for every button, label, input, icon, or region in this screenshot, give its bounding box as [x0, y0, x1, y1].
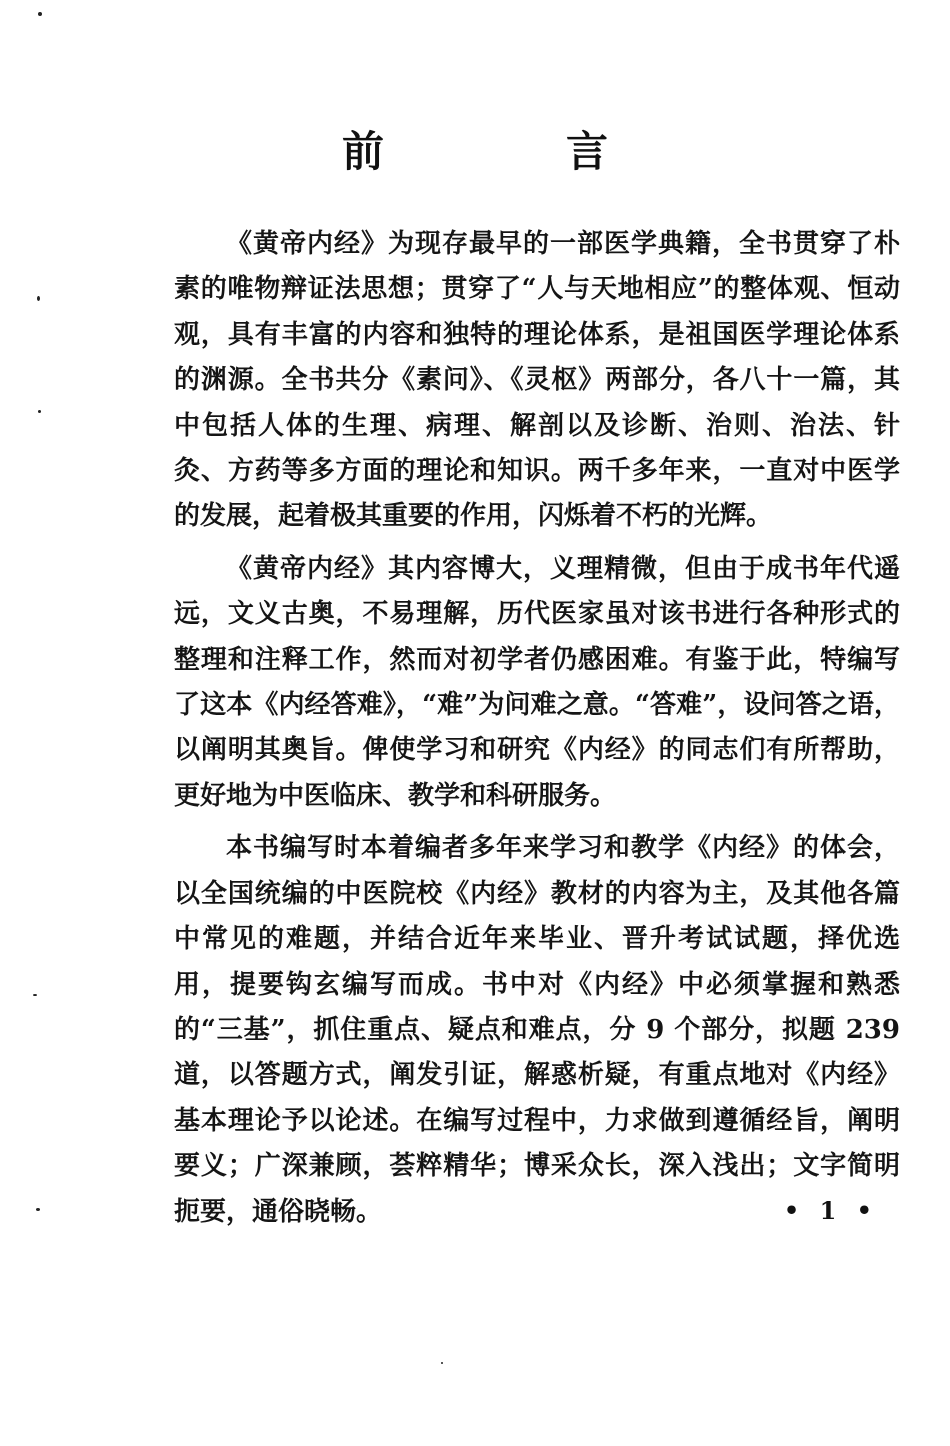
- scan-speck: [33, 994, 37, 996]
- scan-speck: [441, 1362, 443, 1364]
- scan-speck: [38, 410, 41, 413]
- paragraph-3: 本书编写时本着编者多年来学习和教学《内经》的体会，以全国统编的中医院校《内经》教材的内容为主，及其他各篇中常见的难题，并结合近年来毕业、晋升考试试题，择优选用，提要钩玄编写而成。书中对《内经》中必须掌握和熟悉的“三基”，抓住重点、疑点和难点，分 9 个部分，拟题 239 道，以答题方式，阐发引证，解惑析疑，有重点地对《内经》基本理论予以论述。在编写过程中，力求做到遵循经旨，阐明要义；广深兼顾，荟粹精华；博采众长，深入浅出；文字简明扼要，通俗晓畅。: [174, 833, 900, 1227]
- scan-speck: [36, 1208, 40, 1211]
- scan-speck: [38, 12, 42, 16]
- paragraph-1: 《黄帝内经》为现存最早的一部医学典籍，全书贯穿了朴素的唯物辩证法思想；贯穿了“人与天地相应”的整体观、恒动观，具有丰富的内容和独特的理论体系，是祖国医学理论体系的渊源。全书共分《素问》、《灵枢》两部分，各八十一篇，其中包括人体的生理、病理、解剖以及诊断、治则、治法、针灸、方药等多方面的理论和知识。两千多年来，一直对中医学的发展，起着极其重要的作用，闪烁着不朽的光辉。: [174, 229, 900, 532]
- page-title: 前 言: [341, 127, 678, 176]
- preface-body: [174, 222, 900, 1235]
- page-number: • 1 •: [783, 1196, 878, 1225]
- paragraph-2: 《黄帝内经》其内容博大，义理精微，但由于成书年代遥远，文义古奥，不易理解，历代医家虽对该书进行各种形式的整理和注释工作，然而对初学者仍感困难。有鉴于此，特编写了这本《内经答难》，“难”为问难之意。“答难”，设问答之语，以阐明其奥旨。俾使学习和研究《内经》的同志们有所帮助，更好地为中医临床、教学和科研服务。: [174, 553, 900, 811]
- scan-speck: [37, 296, 40, 301]
